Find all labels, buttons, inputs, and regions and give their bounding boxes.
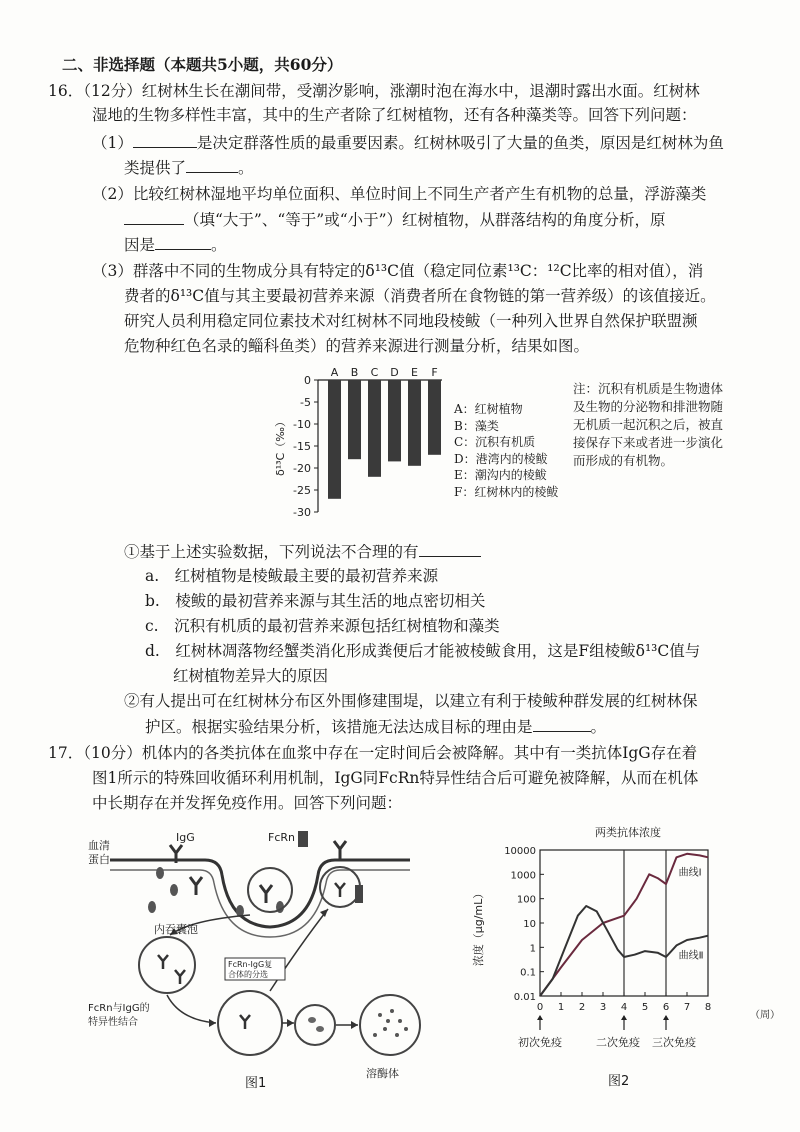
figure1-caption: 图1 [245,1076,267,1091]
endosome-right [320,867,360,907]
bar-y-tick-label: 0 [304,374,311,387]
q16-part2-line2 [124,208,666,231]
q16-intro-line1: 16．（12分）红树林生长在潮间带，受潮汐影响，涨潮时泡在海水中，退潮时露出水面。红树林 [48,82,700,100]
delta13c-bar-chart [270,362,450,524]
igg-in-vesicles [158,883,345,1029]
label-binding-2: 特异性结合 [88,1017,138,1028]
q16-sub2-line1: ②有人提出可在红树林分布区外围修建围堤，以建立有利于棱鲅种群发展的红树林保 [124,692,698,710]
bar-E [408,380,421,466]
q16-part3-line1: （3）群落中不同的生物成分具有特定的δ¹³C值（稳定同位素¹³C：¹²C比率的相对值），消 [92,262,704,280]
q16-sub2-text: 护区。根据实验结果分析，该措施无法达成目标的理由是 [145,718,533,736]
lysosome-fragments [373,1009,408,1037]
legend-item: A：红树植物 [454,402,523,416]
q16-sub2-end: 。 [590,718,607,736]
event-arrow-head [537,1015,543,1020]
curve-label-1: 曲线Ⅰ [678,867,702,879]
lysosome-circle [360,995,420,1055]
label-igg: IgG [176,831,195,844]
q16-part1-text2: 类提供了 [124,159,187,177]
option-d-line2: 红树植物差异大的原因 [173,667,329,685]
bar-y-tick-label: -10 [293,418,311,431]
q16-part3-line4: 危物种红色名录的鲻科鱼类）的营养来源进行测量分析，结果如图。 [124,337,590,355]
bar-category-label-C: C [370,366,379,379]
q16-part2-line3 [124,233,227,256]
bar-A [328,380,341,499]
event-label: 二次免疫 [596,1036,640,1049]
event-arrow-head [663,1015,669,1020]
legend-item: D：港湾内的棱鲅 [454,451,548,466]
y-tick-label: 1000 [510,870,536,882]
bar-B [348,380,361,459]
q16-part2-line1: （2）比较红树林湿地平均单位面积、单位时间上不同生产者产生有机物的总量，浮游藻类 [92,185,707,203]
option-c: c. 沉积有机质的最初营养来源包括红树植物和藻类 [145,617,500,635]
sorting-vesicle [218,991,282,1055]
label-complex-1: FcRn-IgG复 [228,960,273,969]
q16-sub2-line2 [145,715,606,738]
label-fcrn: FcRn [268,831,295,844]
q16-part1-text: 是决定群落性质的最重要因素。红树林吸引了大量的鱼类，原因是红树林为鱼 [196,134,724,152]
fcrn-receptor-icons [298,831,363,903]
y-tick-label: 100 [516,894,536,906]
option-d-line1: d. 红树林凋落物经蟹类消化形成粪便后才能被棱鲅食用，这是F组棱鲅δ¹³C值与 [145,642,701,660]
answer-blank[interactable] [533,715,591,732]
bar-y-tick-label: -30 [293,506,311,519]
bar-y-tick-label: -15 [293,440,311,453]
legend-item: E：潮沟内的棱鲅 [454,468,547,482]
label-binding-1: FcRn与IgG的 [88,1003,150,1014]
q16-sub1-text: ①基于上述实验数据，下列说法不合理的有 [124,543,419,561]
label-complex-2: 合体的分选 [228,970,268,979]
x-tick-label: 6 [662,1002,670,1013]
bar-y-tick-label: -20 [293,462,311,475]
q16-part2-end: 。 [211,236,227,254]
bar-category-label-E: E [411,366,418,379]
y-tick-label: 10000 [504,846,536,857]
answer-blank[interactable] [155,233,211,250]
q17-line3: 中长期存在并发挥免疫作用。回答下列问题： [92,794,403,812]
x-tick-label: 8 [704,1002,712,1013]
answer-blank[interactable] [186,156,238,173]
answer-blank[interactable] [124,208,184,225]
legend-item: F：红树林内的棱鲅 [454,484,559,499]
section-title: 二、非选择题（本题共5小题，共60分） [62,55,343,74]
x-tick-label: 1 [557,1002,565,1013]
figure2-caption: 图2 [608,1074,630,1089]
label-serum-protein-2: 蛋白 [88,853,110,866]
answer-blank[interactable] [133,131,197,148]
label-serum-protein-1: 血清 [88,839,110,852]
y-tick-label: 0.01 [513,992,536,1003]
bar-y-axis-label: δ¹³C（‰） [274,416,287,476]
option-a: a. 红树植物是棱鲅最主要的最初营养来源 [145,567,439,585]
endosome-fusion [139,937,195,993]
y-tick-label: 10 [523,919,536,930]
legend-item: C：沉积有机质 [454,435,536,449]
y-axis-label: 浓度（μg/mL） [472,887,485,967]
x-tick-label: 2 [578,1002,586,1013]
curve-label-2: 曲线Ⅱ [678,950,704,962]
option-b: b. 棱鲅的最初营养来源与其生活的地点密切相关 [145,592,486,610]
q17-line2: 图1所示的特殊回收循环利用机制，IgG同FcRn特异性结合后可避免被降解，从而在机体 [92,769,699,787]
q16-part3-line3: 研究人员利用稳定同位素技术对红树林不同地段棱鲅（一种列入世界自然保护联盟濒 [124,312,698,330]
label-lysosome: 溶酶体 [366,1067,399,1080]
bar-category-label-F: F [431,366,438,379]
q17-line1: 17．（10分）机体内的各类抗体在血浆中存在一定时间后会被降解。其中有一类抗体IgG存在着 [48,744,698,762]
chart-title: 两类抗体浓度 [595,826,661,839]
q16-intro-line2: 湿地的生物多样性丰富，其中的生产者除了红树植物，还有各种藻类等。回答下列问题： [92,106,697,124]
q16-part2-text2: 因是 [124,236,156,254]
q16-part1-line1 [92,131,724,154]
x-tick-label: 0 [536,1002,544,1013]
bar-C [368,380,381,477]
y-tick-label: 0.1 [520,967,536,979]
vesicle-proteins [308,1017,324,1032]
q16-part3-line2: 费者的δ¹³C值与其主要最初营养来源（消费者所在食物链的第一营养级）的该值接近。 [124,287,716,305]
answer-blank[interactable] [419,540,481,557]
bar-y-tick-label: -25 [293,484,311,497]
q16-part1-line2 [124,156,254,179]
x-tick-label: 5 [641,1002,649,1013]
bar-D [388,380,401,461]
x-tick-label: 4 [620,1002,628,1013]
x-axis-label: （周） [750,1010,780,1021]
event-arrow-head [621,1015,627,1020]
x-tick-label: 3 [599,1002,607,1013]
q16-part1-end: 。 [238,159,254,177]
bar-category-label-B: B [350,366,359,379]
q16-part1-num: （1） [92,134,133,152]
bar-chart-note: 注：沉积有机质是生物遗体及生物的分泌物和排泄物随无机质一起沉积之后，被直接保存下来或者进一步演化而形成的有机物。 [573,381,724,468]
label-endosome: 内吞囊泡 [154,923,198,936]
bar-category-label-D: D [390,366,399,379]
bar-F [428,380,441,455]
bar-category-label-A: A [330,366,339,379]
y-tick-label: 1 [529,943,536,955]
q16-part2-text: （填“大于”、“等于”或“小于”）红树植物，从群落结构的角度分析，原 [184,211,666,229]
transport-vesicle [295,1005,335,1045]
antibody-concentration-chart [468,822,780,1087]
x-tick-label: 7 [683,1002,691,1013]
figure1-fcrn-diagram [70,815,450,1090]
bar-y-tick-label: -5 [300,396,311,409]
legend-item: B：藻类 [454,418,499,433]
q16-sub1 [124,540,481,563]
event-label: 初次免疫 [518,1036,562,1049]
event-label: 三次免疫 [652,1036,696,1049]
